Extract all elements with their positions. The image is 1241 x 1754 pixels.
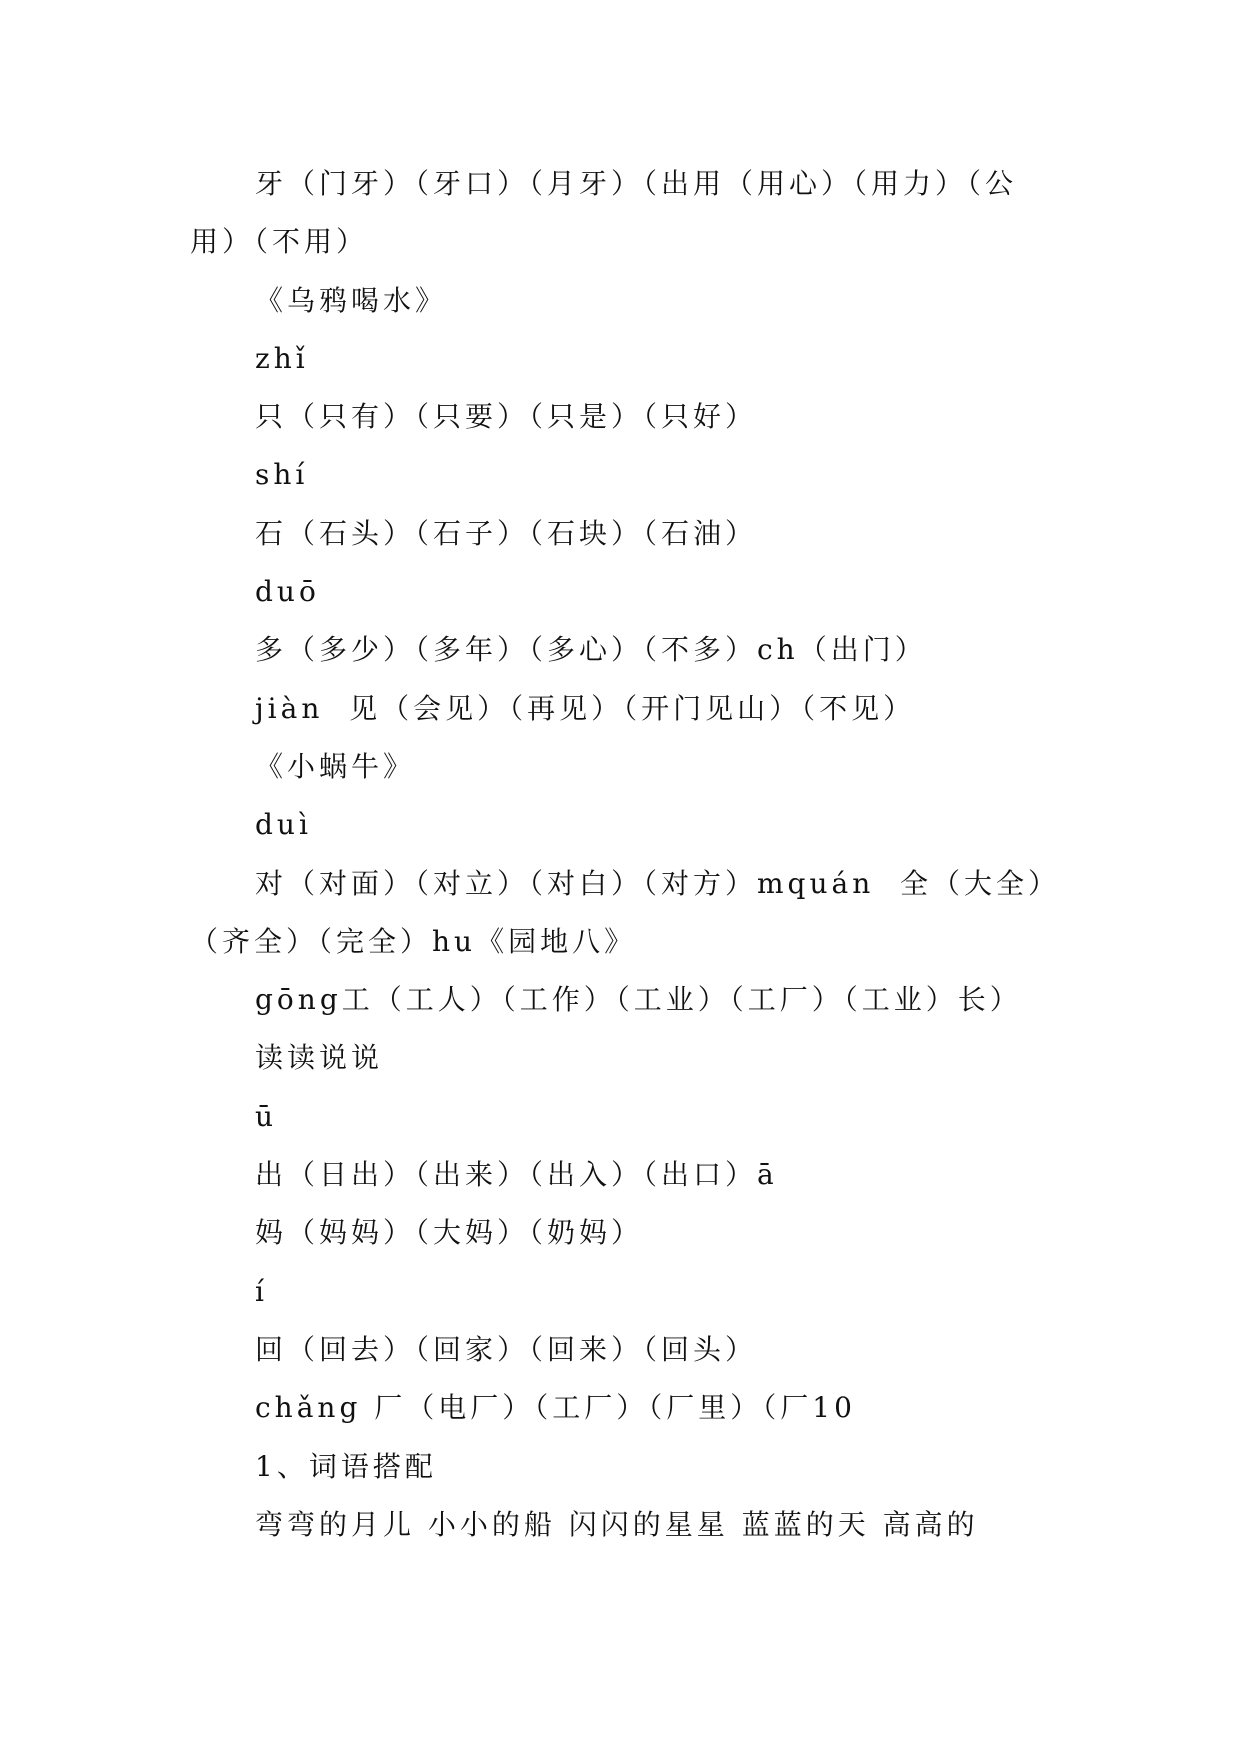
pinyin-line: ū	[255, 1099, 278, 1133]
lesson-heading: 《乌鸦喝水》	[255, 283, 448, 317]
phrase-line: 弯弯的月儿 小小的船 闪闪的星星 蓝蓝的天 高高的	[255, 1507, 979, 1541]
word-line: 只（只有）（只要）（只是）（只好）	[255, 400, 758, 434]
pinyin-line: í	[255, 1274, 268, 1308]
pinyin-line: shí	[255, 458, 309, 492]
word-line: 石（石头）（石子）（石块）（石油）	[255, 516, 758, 550]
word-line: 妈（妈妈）（大妈）（奶妈）	[255, 1216, 644, 1250]
word-line: chǎng 厂（电厂）（工厂）（厂里）（厂10	[255, 1391, 856, 1425]
word-line: 回（回去）（回家）（回来）（回头）	[255, 1332, 758, 1366]
document-body	[190, 155, 1130, 1554]
word-line: 出（日出）（出来）（出入）（出口）ā	[255, 1158, 778, 1192]
word-line: jiàn 见（会见）（再见）（开门见山）（不见）	[255, 691, 916, 725]
section-heading: 读读说说	[255, 1041, 384, 1075]
pinyin-line: duì	[255, 808, 312, 842]
word-line: gōng工（工人）（工作）（工业）（工厂）（工业）长）	[255, 983, 1022, 1017]
word-line: 对（对面）（对立）（对白）（对方）mquán 全（大全）	[255, 866, 1061, 900]
pinyin-line: duō	[255, 575, 320, 609]
word-line-continuation: （齐全）（完全）hu《园地八》	[190, 924, 637, 958]
word-line: 牙（门牙）（牙口）（月牙）（出用（用心）（用力）（公	[255, 167, 1018, 200]
word-line-continuation: 用）（不用）	[190, 225, 369, 259]
section-heading: 1、词语搭配	[255, 1449, 437, 1483]
lesson-heading: 《小蜗牛》	[255, 749, 416, 783]
word-line: 多（多少）（多年）（多心）（不多）ch（出门）	[255, 633, 927, 667]
pinyin-line: zhǐ	[255, 341, 309, 375]
